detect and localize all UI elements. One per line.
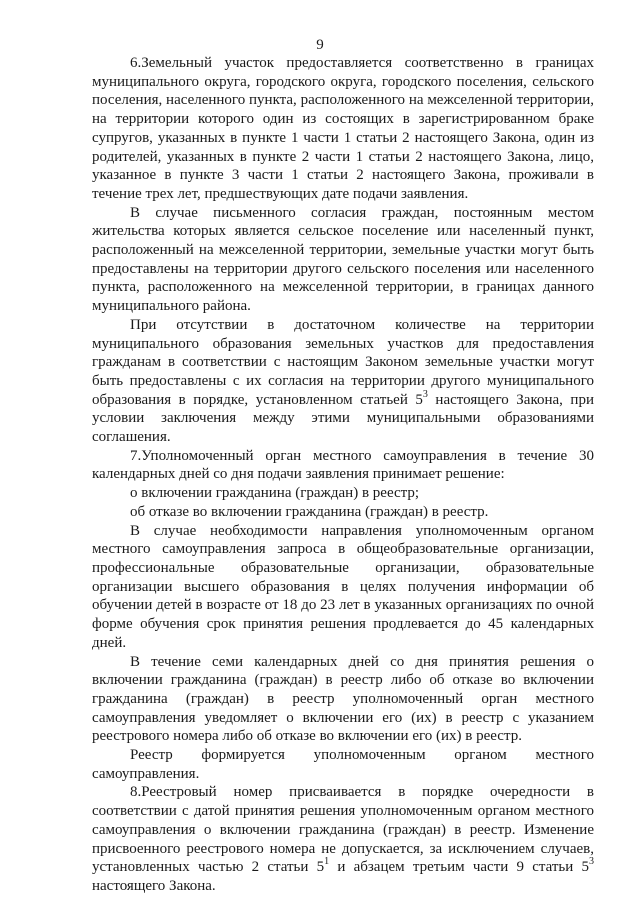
paragraph-6-land-plot-boundaries: 6.Земельный участок предоставляется соответственно в границах муниципального округа, городского округа, городского поселения, сельского поселения, населенного пункта, расположенного на межселенной территории, на территории которого один из состоящих в зарегистрированном браке супругов, указанных в пункте 1 части 1 статьи 2 настоящего Закона, один из родителей, указанных в пункте 2 части 1 статьи 2 настоящего Закона, лицо, указанное в пункте 3 части 1 статьи 2 настоящего Закона, проживали в течение трех лет, предшествующих дате подачи заявления. — [92, 55, 594, 202]
superscript: 3 — [589, 856, 594, 868]
paragraph-registry-formation: Реестр формируется уполномоченным органом местного самоуправления. — [92, 747, 594, 782]
paragraph-7-decision: 7.Уполномоченный орган местного самоуправления в течение 30 календарных дней со дня подачи заявления принимает решение: — [92, 447, 594, 483]
paragraph-written-consent: В случае письменного согласия граждан, постоянным местом жительства которых является сельское поселение или населенный пункт, расположенный на межселенной территории, земельные участки могут быть предоставлены на территории другого сельского поселения или населенного пункта, расположенного на межселенной территории, в границах данного муниципального района. — [92, 204, 594, 315]
paragraph-text: и абзацем третьим части 9 статьи 5 — [329, 859, 589, 876]
paragraph-text: При отсутствии в достаточном количестве на территории муниципального образования земельных участков для предоставления гражданам в соответствии с настоящим Законом земельные участки могут быть предоставлены с их согласия на территории другого муниципального образования в порядке, установленном статьей 5 — [92, 316, 594, 408]
paragraph-extended-term: В случае необходимости направления уполномоченным органом местного самоуправления запроса в общеобразовательные организации, профессиональные образовательные организации, образовательные организации высшего образования в целях получения информации об обучении детей в возрасте от 18 до 23 лет в указанных организациях по очной форме обучения срок принятия решения продлевается до 45 календарных дней. — [92, 522, 594, 651]
paragraph-8-registry-number — [92, 783, 594, 895]
paragraph-text: настоящего Закона. — [92, 877, 216, 894]
paragraph-refuse-inclusion: об отказе во включении гражданина (граждан) в реестр. — [130, 503, 489, 520]
superscript: 3 — [422, 388, 428, 400]
paragraph-include-in-registry: о включении гражданина (граждан) в реестр; — [130, 485, 420, 502]
paragraph-text: настоящего Закона, при условии заключения между этими муниципальными образованиями соглашения. — [92, 391, 594, 446]
paragraph-insufficient-land — [92, 316, 594, 447]
paragraph-text: 8.Реестровый номер присваивается в порядке очередности в соответствии с датой принятия решения уполномоченным органом местного самоуправления о включении гражданина (граждан) в реестр. Изменение присвоенного реестрового номера не допускается, за исключением случаев, установленных частью 2 статьи 5 — [92, 784, 594, 876]
paragraph-notification: В течение семи календарных дней со дня принятия решения о включении гражданина (граждан) в реестр либо об отказе во включении гражданина (граждан) в реестр уполномоченный орган местного самоуправления уведомляет о включении его (их) в реестр с указанием реестрового номера либо об отказе во включении его (их) в реестр. — [92, 653, 594, 745]
page-number: 9 — [316, 37, 324, 53]
document-body — [92, 54, 594, 896]
superscript: 1 — [324, 856, 330, 868]
